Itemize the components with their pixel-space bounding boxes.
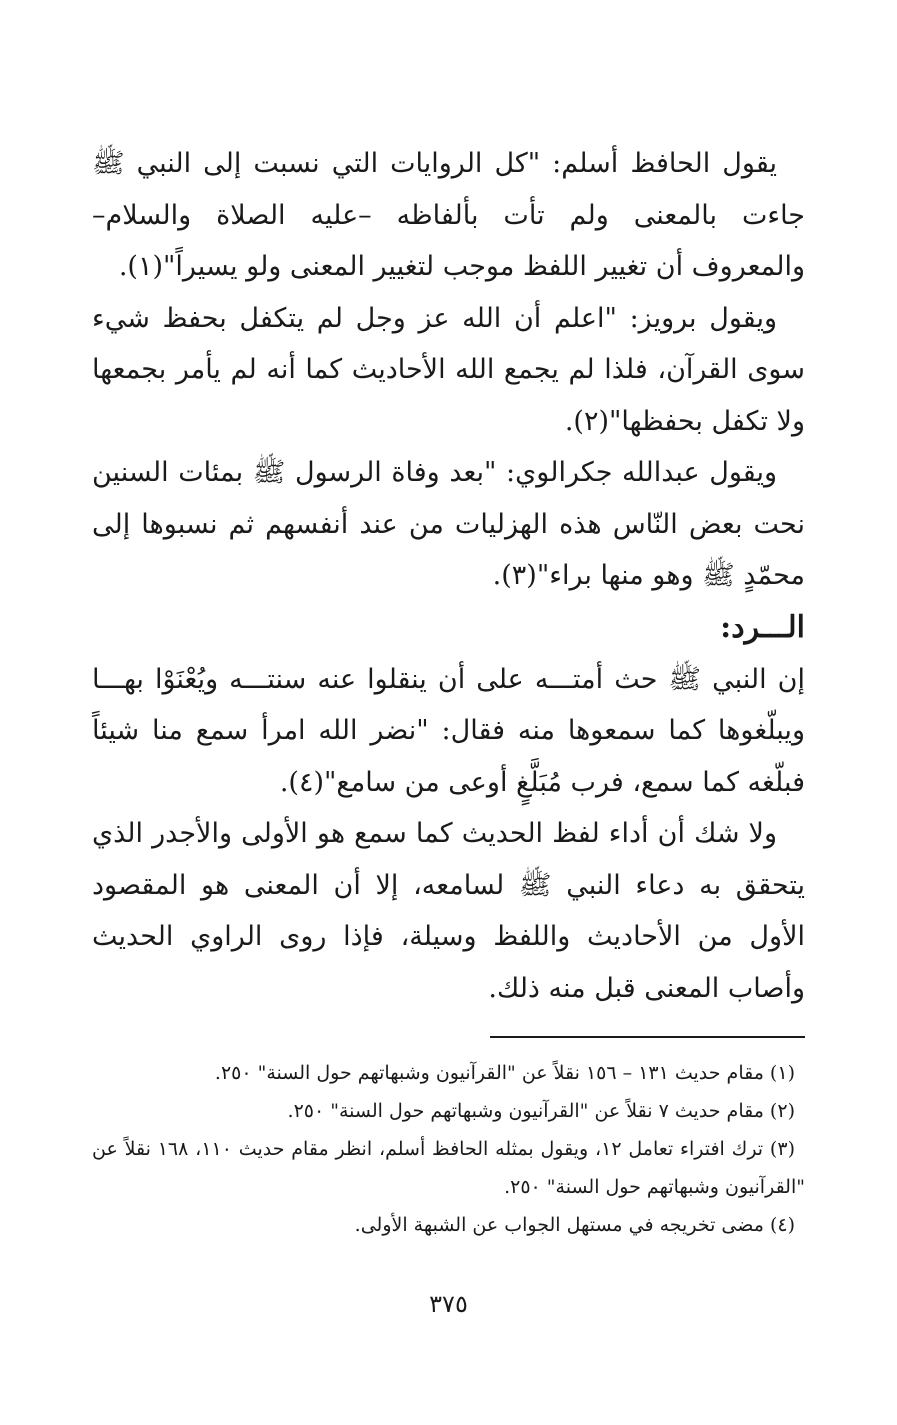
- footnote-3: (٣) ترك افتراء تعامل ١٢، ويقول بمثله الحافظ أسلم، انظر مقام حديث ١١٠، ١٦٨ نقلاً عن "القرآنيون وشبهاتهم حول السنة" ٢٥٠.: [92, 1138, 805, 1198]
- footnote-separator: [490, 1036, 805, 1038]
- footnotes: [92, 1054, 805, 1244]
- footnote-4: (٤) مضى تخريجه في مستهل الجواب عن الشبهة الأولى.: [354, 1214, 795, 1236]
- footnote-1: (١) مقام حديث ١٣١ – ١٥٦ نقلاً عن "القرآنيون وشبهاتهم حول السنة" ٢٥٠.: [214, 1062, 795, 1084]
- response-heading: الـــرد:: [720, 609, 805, 645]
- paragraph-barwiz-quote: ويقول برويز: "اعلم أن الله عز وجل لم يتكفل بحفظ شيء سوى القرآن، فلذا لم يجمع الله الأحاديث كما أنه لم يأمر بجمعها ولا تكفل بحفظها"(٢).: [92, 302, 805, 437]
- paragraph-prophet-hadith: إن النبي ﷺ حث أمتـــه على أن ينقلوا عنه سنتـــه ويُعْنَوْا بهـــا ويبلّغوها كما سمعوها منه فقال: "نضر الله امرأ سمع منا شيئاً فبلّغه كما سمع، فرب مُبَلَّغٍ أوعى من سامع"(٤).: [92, 663, 805, 798]
- paragraph-hafiz-aslam-quote: يقول الحافظ أسلم: "كل الروايات التي نسبت إلى النبي ﷺ جاءت بالمعنى ولم تأت بألفاظه –عليه الصلاة والسلام– والمعروف أن تغيير اللفظ موجب لتغيير المعنى ولو يسيراً"(١).: [92, 148, 805, 282]
- page-number: ٣٧٥: [429, 1290, 468, 1318]
- paragraph-jakralawi-quote: ويقول عبدالله جكرالوي: "بعد وفاة الرسول ﷺ بمئات السنين نحت بعض النّاس هذه الهزليات من عند أنفسهم ثم نسبوها إلى محمّدٍ ﷺ وهو منها براء"(٣).: [92, 457, 805, 591]
- main-text: [92, 138, 805, 1014]
- paragraph-meaning-conclusion: ولا شك أن أداء لفظ الحديث كما سمع هو الأولى والأجدر الذي يتحقق به دعاء النبي ﷺ لسامعه، إلا أن المعنى هو المقصود الأول من الأحاديث واللفظ وسيلة، فإذا روى الراوي الحديث وأصاب المعنى قبل منه ذلك.: [92, 818, 805, 1004]
- footnote-2: (٢) مقام حديث ٧ نقلاً عن "القرآنيون وشبهاتهم حول السنة" ٢٥٠.: [287, 1100, 795, 1122]
